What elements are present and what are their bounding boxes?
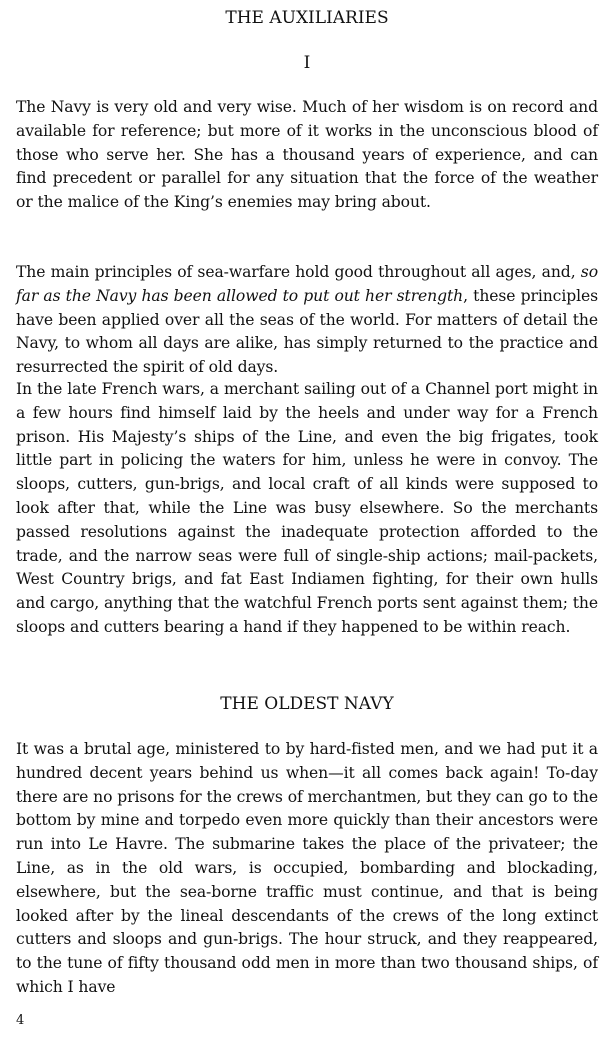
section-heading: THE OLDEST NAVY [220,694,394,714]
paragraph: The Navy is very old and very wise. Much of her wisdom is on record and available for reference; but more of it works in the unconscious blood of those who serve her. She has a thousand years of experience, and can find precedent or parallel for any situation that the force of the weather or the malice of the King’s enemies may bring about. [16,98,598,212]
page-number: 4 [16,1013,25,1028]
italic-phrase: so far as the Navy has been allowed to put out her strength [16,263,598,305]
paragraph [16,261,598,380]
book-page [16,0,598,1044]
paragraph: In the late French wars, a merchant sailing out of a Channel port might in a few hours find himself laid by the heels and under way for a French prison. His Majesty’s ships of the Line, and even the big frigates, took little part in policing the waters for him, unless he were in convoy. The sloops, cutters, gun-brigs, and local craft of all kinds were supposed to look after that, while the Line was busy elsewhere. So the merchants passed resolutions against the inadequate protection afforded to the trade, and the narrow seas were full of single-ship actions; mail-packets, West Country brigs, and fat East Indiamen fighting, for their own hulls and cargo, anything that the watchful French ports sent against them; the sloops and cutters bearing a hand if they happened to be within reach. [16,380,598,636]
paragraph-text: The main principles of sea-warfare hold good throughout all ages, and, [16,263,581,281]
paragraph-text: , these principles have been applied over all the seas of the world. For matters of detail the Navy, to whom all days are alike, has simply returned to the practice and resurrected the spirit of old days. [16,286,599,377]
paragraph: It was a brutal age, ministered to by hard-fisted men, and we had put it a hundred decent years behind us when—it all comes back again! To-day there are no prisons for the crews of merchantmen, but they can go to the bottom by mine and torpedo even more quickly than their ancestors were run into Le Havre. The submarine takes the place of the privateer; the Line, as in the old wars, is occupied, bombarding and blockading, elsewhere, but the sea-borne traffic must continue, and that is being looked after by the lineal descendants of the crews of the long extinct cutters and sloops and gun-brigs. The hour struck, and they reappeared, to the tune of fifty thousand odd men in more than two thousand ships, of which I have [16,740,598,996]
chapter-title: THE AUXILIARIES [225,8,389,28]
section-number: I [303,53,311,73]
